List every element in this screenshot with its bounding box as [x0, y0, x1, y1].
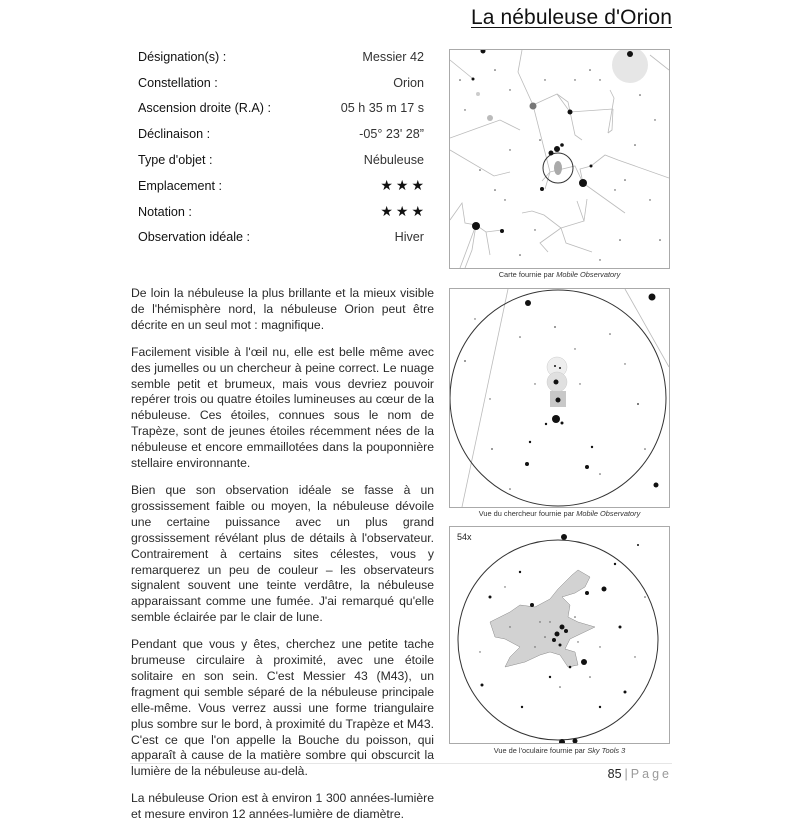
info-label: Déclinaison : [138, 127, 211, 142]
magnification-label: 54x [457, 532, 472, 542]
finder-view-image [449, 288, 670, 508]
caption-text: Vue de l'oculaire fournie par [493, 746, 588, 755]
star-rating-icon: ★★★ [380, 177, 427, 194]
info-row-ideal-season [138, 225, 424, 251]
caption-source: Sky Tools 3 [587, 746, 626, 755]
footer-divider [130, 763, 672, 764]
figure-caption [449, 270, 670, 279]
paragraph: Pendant que vous y êtes, cherchez une petite tache brumeuse circulaire à proximité, avec une étoile solitaire en son sein. C'est Messier 43 (M43), un fragment qui semble séparé de la nébuleuse principale elle-même. Vous verrez aussi une forme triangulaire plus sombre sur le bord, à proximité du Trapèze et M43. C'est ce que l'on appelle la Bouche du poisson, qui apparaît à cause de la matière sombre qui obscurcit la lumière de la nébuleuse au-delà. [131, 637, 434, 779]
info-label: Désignation(s) : [138, 49, 227, 64]
object-info-table [138, 44, 427, 250]
info-value: Nébuleuse [363, 153, 424, 168]
article-body [131, 286, 434, 834]
info-row-constellation [138, 70, 424, 96]
star-chart-image [449, 49, 670, 269]
info-row-right-ascension [138, 96, 424, 122]
info-label: Type d'objet : [138, 153, 213, 168]
paragraph: Facilement visible à l'œil nu, elle est belle même avec des jumelles ou un chercheur à peine correct. Le nuage semble petit et brumeux, mais vous devriez pouvoir repérer trois ou quatre étoiles lumineuses au cœur de la nébuleuse. Ces étoiles, connues sous le nom de Trapèze, sont de jeunes étoiles récemment nées de la nébuleuse et encore emmaillotées dans la pouponnière stellaire environnante. [131, 344, 434, 471]
info-value: Messier 42 [362, 49, 424, 64]
caption-source: Mobile Observatory [576, 509, 641, 518]
info-label: Constellation : [138, 75, 218, 90]
caption-source: Mobile Observatory [556, 270, 621, 279]
paragraph: Bien que son observation idéale se fasse à un grossissement faible ou moyen, la nébuleuse dévoile une certaine puissance avec un plus grand grossissement révélant plus de détails à l'observateur. Contrairement à certains sites célestes, vous y remarquerez un peu de couleur – les observateurs signalent souvent une teinte verdâtre, la nébuleuse apparaissant comme une fumée. J'ai remarqué qu'elle semble éclairée par le clair de lune. [131, 482, 434, 625]
info-value: -05° 23' 28” [359, 127, 424, 142]
paragraph: La nébuleuse Orion est à environ 1 300 années-lumière et mesure environ 12 années-lumière de diamètre. [131, 791, 434, 822]
info-label: Notation : [138, 204, 192, 219]
info-row-object-type [138, 147, 424, 173]
page-footer [608, 767, 672, 781]
info-value: 05 h 35 m 17 s [340, 101, 424, 116]
info-label: Ascension droite (R.A) : [138, 101, 271, 116]
info-label: Emplacement : [138, 178, 222, 193]
info-row-location [138, 173, 427, 199]
info-row-designation [138, 44, 424, 70]
eyepiece-view-icon [450, 527, 669, 743]
info-value: Hiver [394, 230, 424, 245]
figure-caption [449, 509, 670, 518]
figure-caption [449, 746, 670, 755]
page-word: Page [630, 767, 672, 781]
info-row-declination [138, 121, 424, 147]
info-row-rating [138, 199, 427, 225]
caption-text: Vue du chercheur fournie par [478, 509, 577, 518]
star-rating-icon: ★★★ [380, 203, 427, 220]
eyepiece-view-image [449, 526, 670, 744]
page-title: La nébuleuse d'Orion [471, 6, 672, 29]
page-separator: | [624, 767, 628, 781]
info-label: Observation idéale : [138, 230, 251, 245]
page-number: 85 [607, 767, 622, 781]
paragraph: De loin la nébuleuse la plus brillante et la mieux visible de l'hémisphère nord, la nébuleuse Orion peut être décrite en un seul mot : magnifique. [131, 286, 434, 332]
caption-text: Carte fournie par [498, 270, 557, 279]
constellation-map-icon [450, 50, 669, 268]
info-value: Orion [393, 75, 424, 90]
finder-view-icon [450, 289, 669, 507]
